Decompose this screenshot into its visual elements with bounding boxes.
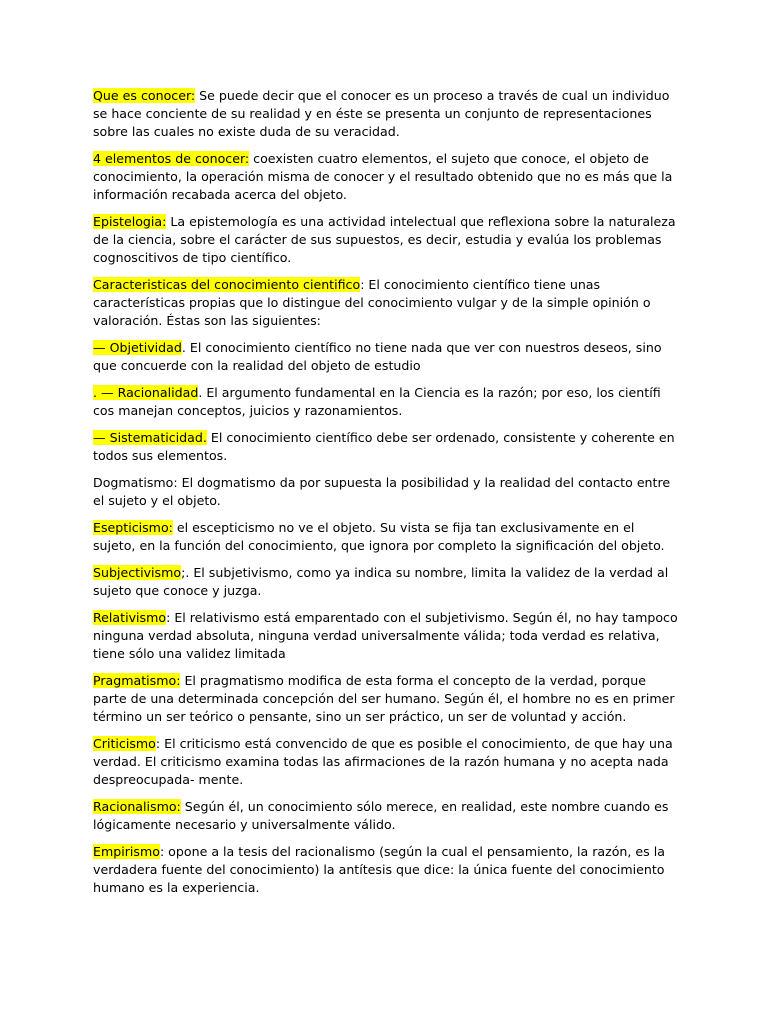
paragraph-dogmatismo — [93, 474, 678, 510]
paragraph-text: : opone a la tesis del racionalismo (según la cual el pensamiento, la razón, es la verdadera fuente del conocimiento) la antítesis que dice: la única fuente del conocimiento humano es la experiencia. — [93, 844, 665, 895]
paragraph-relativismo — [93, 609, 678, 663]
term-highlight: Empirismo — [93, 844, 160, 859]
term-highlight: 4 elementos de conocer: — [93, 151, 250, 166]
paragraph-pragmatismo — [93, 672, 678, 726]
term-highlight: — Objetividad — [93, 340, 182, 355]
term-highlight: Epistelogia: — [93, 214, 167, 229]
paragraph-caracteristicas — [93, 276, 678, 330]
paragraph-text: La epistemología es una actividad intelectual que reflexiona sobre la naturaleza de la ciencia, sobre el carácter de sus supuestos, es decir, estudia y evalúa los problemas cognoscitivos de tipo científico. — [93, 214, 676, 265]
paragraph-text: . El conocimiento científico no tiene nada que ver con nuestros deseos, sino que concuerde con la realidad del objeto de estudio — [93, 340, 662, 373]
paragraph-racionalismo — [93, 798, 678, 834]
paragraph-text: ;. El subjetivismo, como ya indica su nombre, limita la validez de la verdad al sujeto que conoce y juzga. — [93, 565, 669, 598]
paragraph-sistematicidad — [93, 429, 678, 465]
paragraph-text: El conocimiento científico debe ser ordenado, consistente y coherente en todos sus elementos. — [93, 430, 675, 463]
term-highlight: Que es conocer: — [93, 88, 196, 103]
paragraph-racionalidad — [93, 384, 678, 420]
paragraph-text: : El criticismo está convencido de que es posible el conocimiento, de que hay una verdad. El criticismo examina todas las afirmaciones de la razón humana y no acepta nada despreocupada- mente. — [93, 736, 673, 787]
term-highlight: Relativismo — [93, 610, 167, 625]
paragraph-text: : El conocimiento científico tiene unas características propias que lo distingue del conocimiento vulgar y de la simple opinión o valoración. Éstas son las siguientes: — [93, 277, 651, 328]
paragraph-text: coexisten cuatro elementos, el sujeto que conoce, el objeto de conocimiento, la operación misma de conocer y el resultado obtenido que no es más que la información recabada acerca del objeto. — [93, 151, 673, 202]
term-highlight: Pragmatismo: — [93, 673, 181, 688]
term-highlight: . — Racionalidad — [93, 385, 199, 400]
paragraph-criticismo — [93, 735, 678, 789]
paragraph-empirismo — [93, 843, 678, 897]
paragraph-epistelogia — [93, 213, 678, 267]
term-highlight: Racionalismo: — [93, 799, 181, 814]
paragraph-text: . El argumento fundamental en la Ciencia es la razón; por eso, los científi cos manejan conceptos, juicios y razonamientos. — [93, 385, 661, 418]
paragraph-subjectivismo — [93, 564, 678, 600]
paragraph-text: El pragmatismo modifica de esta forma el concepto de la verdad, porque parte de una determinada concepción del ser humano. Según él, el hombre no es en primer término un ser teórico o pensante, sino un ser práctico, un ser de voluntad y acción. — [93, 673, 675, 724]
paragraph-text: Se puede decir que el conocer es un proceso a través de cual un individuo se hace conciente de su realidad y en éste se presenta un conjunto de representaciones sobre las cuales no existe duda de su veracidad. — [93, 88, 670, 139]
paragraph-text: : El relativismo está emparentado con el subjetivismo. Según él, no hay tampoco ninguna verdad absoluta, ninguna verdad universalmente válida; toda verdad es relativa, tiene sólo una validez limitada — [93, 610, 678, 661]
term-highlight: Caracteristicas del conocimiento cientifico — [93, 277, 361, 292]
paragraph-elementos-de-conocer — [93, 150, 678, 204]
term-highlight: Subjectivismo — [93, 565, 182, 580]
paragraph-text: el escepticismo no ve el objeto. Su vista se fija tan exclusivamente en el sujeto, en la función del conocimiento, que ignora por completo la significación del objeto. — [93, 520, 665, 553]
term-highlight: Esepticismo: — [93, 520, 173, 535]
paragraph-objetividad — [93, 339, 678, 375]
term-label: Dogmatismo: — [93, 475, 178, 490]
term-highlight: Criticismo — [93, 736, 156, 751]
paragraph-text: Según él, un conocimiento sólo merece, en realidad, este nombre cuando es lógicamente necesario y universalmente válido. — [93, 799, 669, 832]
paragraph-text: El dogmatismo da por supuesta la posibilidad y la realidad del contacto entre el sujeto y el objeto. — [93, 475, 671, 508]
document-page — [93, 87, 678, 906]
paragraph-que-es-conocer — [93, 87, 678, 141]
paragraph-esepticismo — [93, 519, 678, 555]
term-highlight: — Sistematicidad. — [93, 430, 207, 445]
